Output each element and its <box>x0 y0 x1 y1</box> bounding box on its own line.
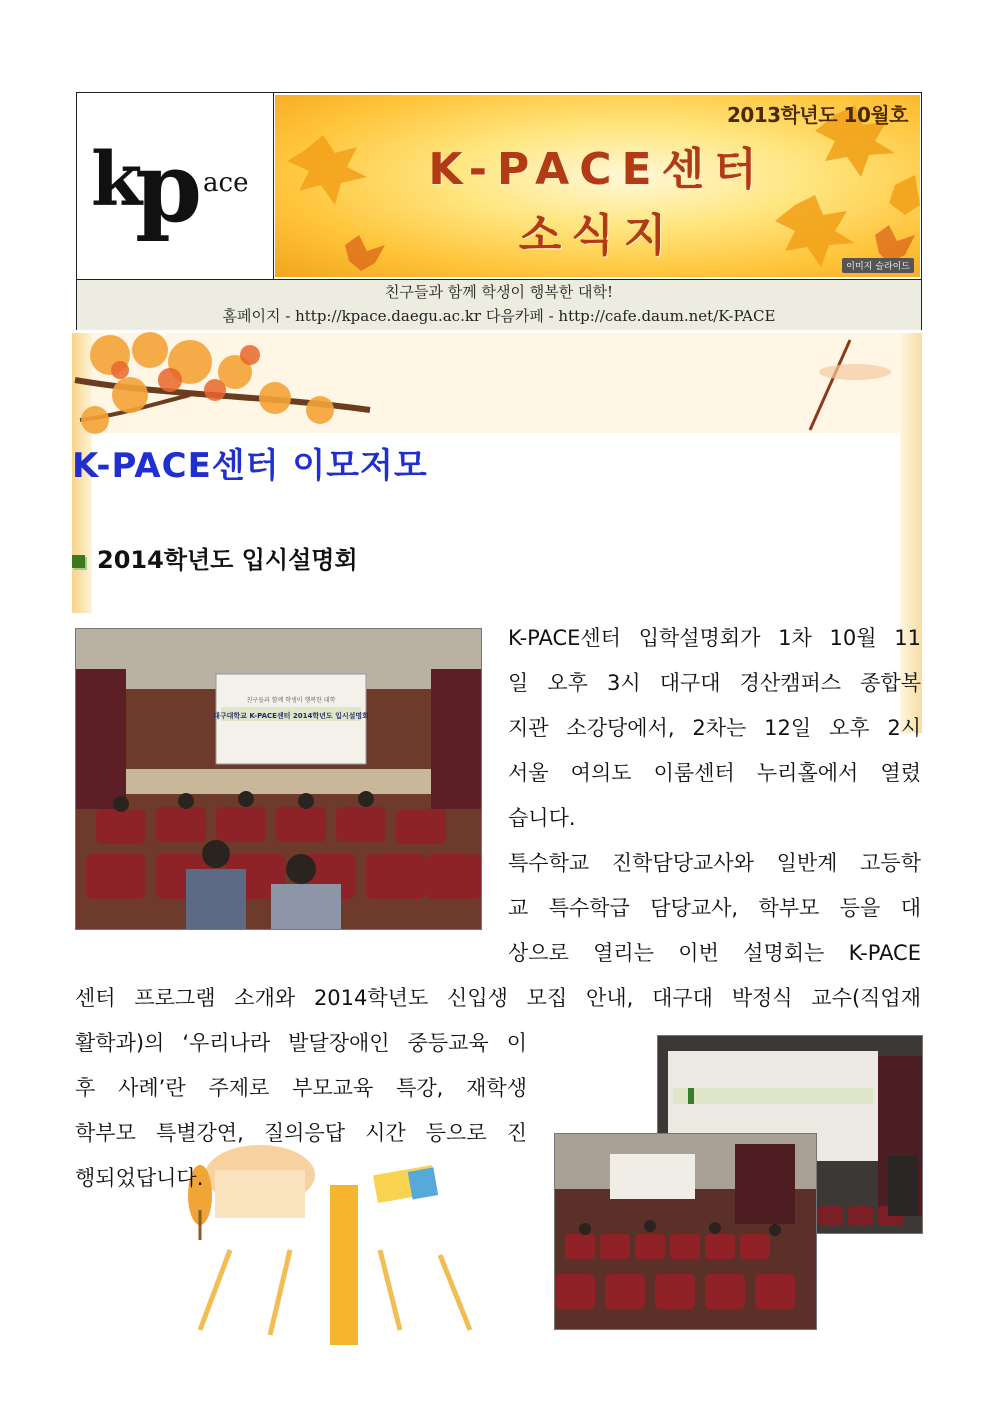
text-line: 특수학교 진학담당교사와 일반계 고등학 <box>508 851 921 875</box>
audience-photo-art <box>555 1134 816 1329</box>
kpace-logo-mark <box>77 93 273 279</box>
text-line: 지관 소강당에서, 2차는 12일 오후 2시 <box>508 716 921 740</box>
issue-label: 2013학년도 10월호 <box>726 103 908 127</box>
screen-text-main: 대구대학교 K-PACE센터 2014학년도 입시설명회 <box>213 712 369 720</box>
text-line: 습니다. <box>508 806 576 830</box>
kpace-logo <box>77 93 274 279</box>
header-info-row <box>77 279 921 330</box>
text-line: 센터 프로그램 소개와 2014학년도 신입생 모집 안내, 대구대 박정식 교수(직업재 <box>75 986 921 1010</box>
section-title: K-PACE센터 이모저모 <box>72 446 428 486</box>
square-bullet-icon <box>72 555 85 568</box>
subsection-title: 2014학년도 입시설명회 <box>97 546 358 574</box>
text-line: K-PACE센터 입학설명회가 1차 10월 11 <box>508 626 921 650</box>
svg-text:p: p <box>135 131 203 244</box>
text-line: 교 특수학급 담당교사, 학부모 등을 대 <box>508 896 921 920</box>
paragraph-left-column <box>75 1021 527 1201</box>
text-line: 행되었답니다. <box>75 1166 204 1190</box>
banner-title-line2: 소식지 <box>518 210 677 261</box>
text-line: 일 오후 3시 대구대 경산캠퍼스 종합복 <box>508 671 921 695</box>
banner-title-line1: K-PACE센터 <box>428 144 767 195</box>
screen-text-small: 친구들과 함께 학생이 행복한 대학 <box>246 697 336 704</box>
text-line: 상으로 열리는 이번 설명회는 K-PACE <box>508 941 921 965</box>
text-line: 서울 여의도 이룸센터 누리홀에서 열렸 <box>508 761 921 785</box>
svg-text:k: k <box>91 137 143 223</box>
newsletter-header <box>76 92 922 330</box>
photo-audience <box>554 1133 817 1330</box>
text-line: 활학과)의 ‘우리나라 발달장애인 중등교육 이 <box>75 1031 527 1055</box>
paragraph-right-column <box>508 616 921 976</box>
text-line: 학부모 특별강연, 질의응답 시간 등으로 진 <box>75 1121 527 1145</box>
svg-text:ace: ace <box>203 168 249 198</box>
paragraph-full-line <box>75 976 921 1021</box>
slogan: 친구들과 함께 학생이 행복한 대학! <box>385 283 613 301</box>
title-banner <box>275 95 920 277</box>
homepage-links[interactable]: 홈페이지 - http://kpace.daegu.ac.kr 다음카페 - http://cafe.daum.net/K-PACE <box>222 307 776 325</box>
auditorium-photo-art <box>76 629 481 929</box>
text-line: 후 사례’란 주제로 부모교육 특강, 재학생 <box>75 1076 527 1100</box>
photo-auditorium <box>75 628 482 930</box>
subsection-heading <box>72 540 358 575</box>
watermark-badge: 이미지 슬라이드 <box>842 258 914 273</box>
